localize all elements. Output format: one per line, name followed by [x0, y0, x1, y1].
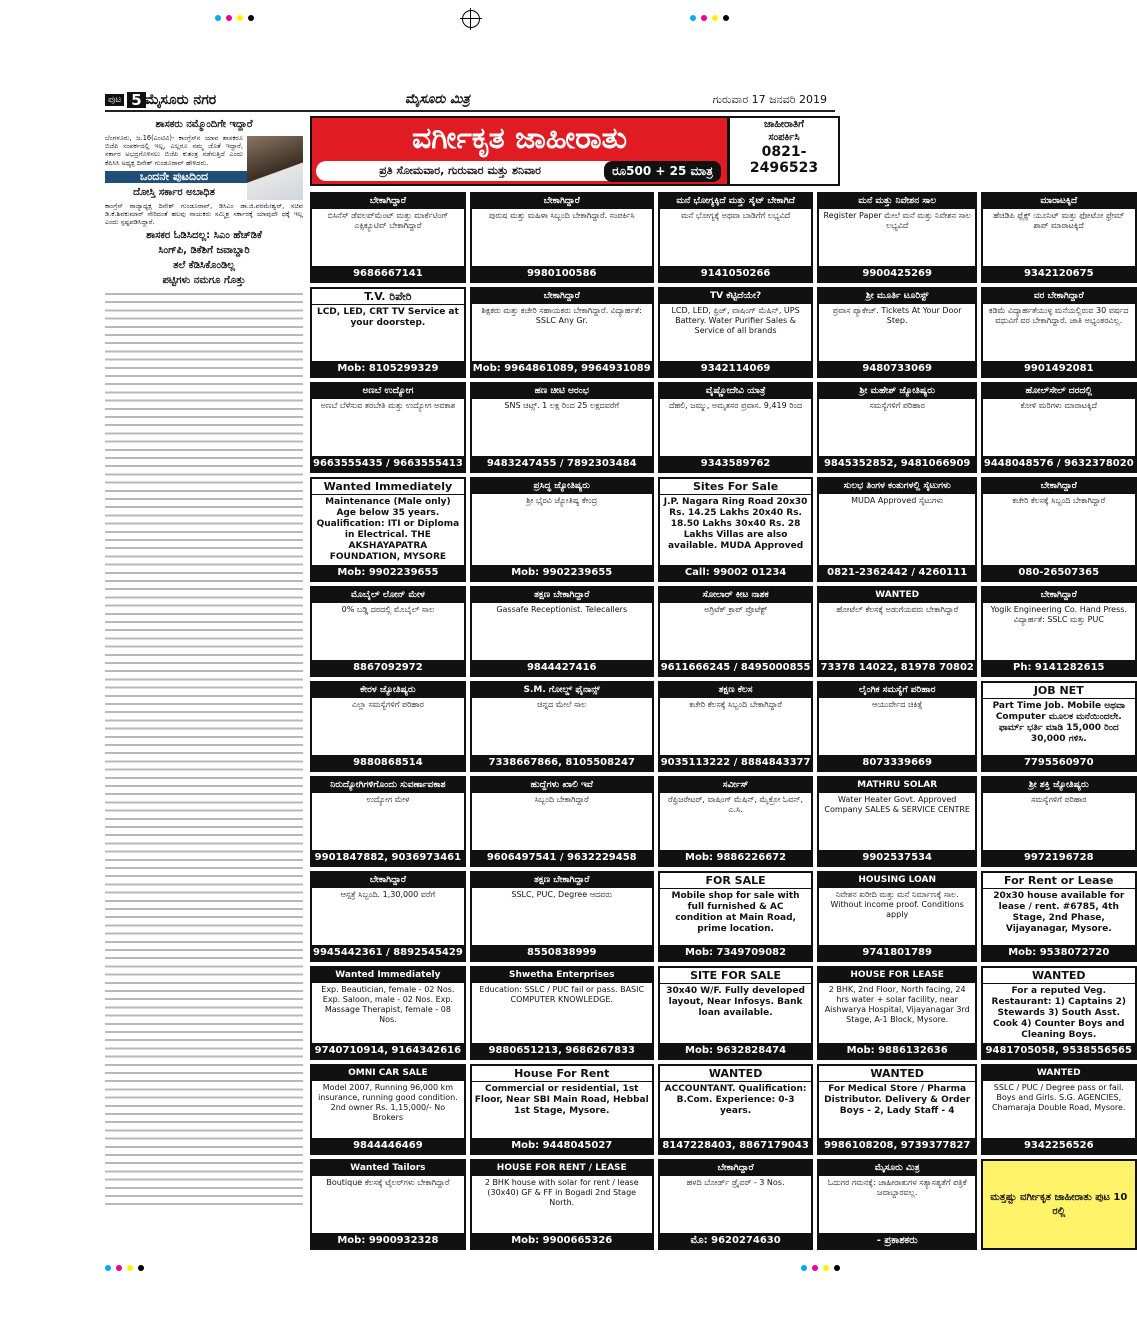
ad-phone: Mob: 9964861089, 9964931089 — [472, 363, 651, 374]
date-line: ಗುರುವಾರ 17 ಜನವರಿ 2019 — [712, 93, 827, 106]
ad-body: ಹೋಟೆಲ್ ಕೆಲಸಕ್ಕೆ ಅಡುಗೆಯವರು ಬೇಕಾಗಿದ್ದಾರೆ — [836, 605, 959, 614]
classified-ad — [817, 681, 976, 772]
classified-ad — [310, 776, 466, 867]
ad-heading: For Rent or Lease — [983, 873, 1135, 889]
ad-body: ಅಗ್ರಿಟೆಕ್ ಕ್ರಾಪ್ ಪ್ರೊಟೆಕ್ಟ್ — [704, 605, 768, 614]
classified-ad — [981, 477, 1137, 582]
ad-body: LCD, LED, CRT TV Service at your doorstep. — [316, 307, 459, 328]
ad-body: For a reputed Veg. Restaurant: 1) Captains 2) Stewards 3) South Asst. Cook 4) Counter Boys and Cleaning Boys. — [991, 986, 1127, 1040]
magenta-dot-icon — [812, 1265, 818, 1271]
banner-strip — [316, 161, 721, 181]
ad-phone: 9980100586 — [472, 266, 652, 281]
ad-heading: ಕೇರಳ ಜ್ಯೋತಿಷ್ಯರು — [312, 683, 464, 698]
ad-body: Boutique ಕೆಲಸಕ್ಕೆ ಟೈಲರ್‌ಗಳು ಬೇಕಾಗಿದ್ದಾರೆ — [326, 1178, 450, 1187]
ad-phone: 9481705058, 9538556565 — [983, 1043, 1135, 1058]
classified-ad — [470, 586, 654, 677]
ad-body: LCD, LED, ಫ್ರಿಜ್, ವಾಷಿಂಗ್ ಮೆಷಿನ್, UPS Battery. Water Purifier Sales & Service of all brands — [671, 306, 800, 335]
page-label: ಪುಟ — [105, 94, 124, 106]
ad-phone: 080-26507365 — [983, 565, 1135, 580]
classified-ad — [658, 477, 814, 582]
ad-phone: 9741801789 — [819, 945, 974, 960]
ad-heading: Wanted Tailors — [312, 1161, 464, 1176]
cyan-dot-icon — [105, 1265, 111, 1271]
ad-heading: ಬೇಕಾಗಿದ್ದಾರೆ — [312, 194, 464, 209]
ad-phone: 7338667866, 8105508247 — [472, 755, 652, 770]
ad-body: ಕಚೇರಿ ಕೆಲಸಕ್ಕೆ ಸಿಬ್ಬಂದಿ ಬೇಕಾಗಿದ್ದಾರೆ — [1012, 496, 1106, 505]
classified-ad — [470, 1159, 654, 1250]
classified-ad — [310, 681, 466, 772]
ad-heading: ಮಾರಾಟಕ್ಕಿದೆ — [983, 194, 1135, 209]
classified-ad — [981, 192, 1137, 283]
ad-body: ಎಲ್ಲಾ ಸಮಸ್ಯೆಗಳಿಗೆ ಪರಿಹಾರ — [351, 700, 424, 709]
classified-ad — [310, 192, 466, 283]
ad-body: ಬಿಸಿನೆಸ್ ಡೆವಲಪ್‌ಮೆಂಟ್ ಮತ್ತು ಮಾರ್ಕೆಟಿಂಗ್ ಎಕ್ಸಿಕ್ಯೂಟಿವ್ ಬೇಕಾಗಿದ್ದಾರೆ — [327, 211, 449, 230]
ad-phone: 9844446469 — [312, 1138, 464, 1153]
ad-phone: 9880868514 — [312, 755, 464, 770]
ad-body: For Medical Store / Pharma Distributor. Delivery & Order Boys - 2, Lady Staff - 4 — [824, 1084, 971, 1116]
ad-phone: 9342114069 — [660, 361, 812, 376]
ad-body: 0% ಬಡ್ಡಿ ದರದಲ್ಲಿ ಮೊಬೈಲ್ ಸಾಲ — [341, 605, 435, 614]
ad-heading: ಸೋಲಾರ್ ಕೀಟ ನಾಶಕ — [660, 588, 812, 603]
contact-line: ಜಾಹೀರಾತಿಗೆ — [764, 119, 804, 130]
headline: ಶಾಸಕರ ಓಡಿಸಿದಲ್ಲ: ಸಿಎಂ ಹೆಚ್‌ಡಿಕೆ — [146, 229, 262, 241]
ad-body: ಆಸ್ಪತ್ರೆ ಸಿಬ್ಬಂದಿ. 1,30,000 ವರೆಗೆ — [340, 890, 436, 899]
ad-body: J.P. Nagara Ring Road 20x30 Rs. 14.25 Lakhs 20x40 Rs. 18.50 Lakhs 30x40 Rs. 28 Lakhs Villas are also available. MUDA Approved — [663, 497, 808, 551]
print-marks — [0, 0, 945, 30]
ad-heading: ಅಣಬೆ ಉದ್ಯೋಗ — [312, 384, 464, 399]
ad-heading: ತಕ್ಷಣ ಬೇಕಾಗಿದ್ದಾರೆ — [472, 873, 652, 888]
ad-heading: ಸುಲಭ ತಿಂಗಳ ಕಂತುಗಳಲ್ಲಿ ಸೈಟುಗಳು — [819, 479, 974, 494]
ad-heading: ತಕ್ಷಣ ಬೇಕಾಗಿದ್ದಾರೆ — [472, 588, 652, 603]
masthead — [105, 92, 835, 112]
classified-ad — [658, 681, 814, 772]
ad-heading: ಲೈಂಗಿಕ ಸಮಸ್ಯೆಗೆ ಪರಿಹಾರ — [819, 683, 974, 698]
ad-body: ಕೋಳಿ ಮರಿಗಳು ಮಾರಾಟಕ್ಕಿದೆ — [1020, 401, 1098, 410]
ad-phone: Mob: 9632828474 — [660, 1043, 812, 1058]
ad-body: ನಿವೇಶನ ಖರೀದಿ ಮತ್ತು ಮನೆ ನಿರ್ಮಾಣಕ್ಕೆ ಸಾಲ. Without income proof. Conditions apply — [830, 890, 964, 919]
yellow-dot-icon — [823, 1265, 829, 1271]
ad-phone: 8867092972 — [312, 660, 464, 675]
yellow-dot-icon — [712, 15, 718, 21]
ad-body: ಕಡಿಮೆ ವಿದ್ಯಾರ್ಹತೆಯುಳ್ಳ ಮನೆಯಲ್ಲಿರುವ 30 ವರ್ಷದ ವಧುವಿಗೆ ವರ ಬೇಕಾಗಿದ್ದಾರೆ. ಜಾತಿ ಅಭ್ಯಂತರವಿಲ್ಲ. — [988, 306, 1129, 325]
ad-phone: Mob: 9900665326 — [472, 1233, 652, 1248]
magenta-dot-icon — [701, 15, 707, 21]
classified-ad — [310, 287, 466, 378]
ad-body: ಚಿನ್ನದ ಮೇಲೆ ಸಾಲ — [537, 700, 587, 709]
classified-ad — [470, 871, 654, 962]
classified-ad — [310, 1064, 466, 1155]
ad-heading: ಬೇಕಾಗಿದ್ದಾರೆ — [660, 1161, 812, 1176]
ad-body: ಓದುಗರ ಗಮನಕ್ಕೆ: ಜಾಹೀರಾತುಗಳ ಸತ್ಯಾಸತ್ಯತೆಗೆ ಪತ್ರಿಕೆ ಜವಾಬ್ದಾರವಲ್ಲ. — [827, 1178, 967, 1197]
ad-phone: Mob: 7349709082 — [660, 945, 812, 960]
headline: ಸಿಂಗ್‌ಪಿ, ಡಿಕೆಶಿಗೆ ಜವಾಬ್ದಾರಿ — [158, 244, 250, 256]
classified-ad — [310, 477, 466, 582]
ad-phone: 9972196728 — [983, 850, 1135, 865]
classified-ad — [470, 382, 654, 473]
ad-phone: Mob: 9900932328 — [312, 1233, 464, 1248]
headline: ಶಾಸಕರು ನಮ್ಮೊಂದಿಗೇ ಇದ್ದಾರೆ — [155, 119, 253, 130]
headline: ಪಟ್ಟಿಗಳು ನಮಗೂ ಗೊತ್ತು — [162, 274, 246, 286]
ad-body: ಪುರುಷ ಮತ್ತು ಮಹಿಳಾ ಸಿಬ್ಬಂದಿ ಬೇಕಾಗಿದ್ದಾರೆ. ಸಂಪರ್ಕಿಸಿ — [488, 211, 635, 220]
page-number-block — [105, 92, 146, 108]
ad-body: 2 BHK house with solar for rent / lease (30x40) GF & FF in Bogadi 2nd Stage North. — [484, 1178, 639, 1207]
ad-body: Exp. Beautician, female - 02 Nos. Exp. Saloon, male - 02 Nos. Exp. Massage Therapist, female - 08 Nos. — [321, 985, 455, 1024]
classified-ad — [658, 586, 814, 677]
contact-phone: 0821-2496523 — [749, 144, 819, 176]
classified-ad — [817, 966, 976, 1060]
ad-body: 30x40 W/F. Fully developed layout, Near Infosys. Bank loan available. — [666, 986, 805, 1018]
cyan-dot-icon — [215, 15, 221, 21]
ad-body: ಆಯುರ್ವೇದ ಚಿಕಿತ್ಸೆ — [871, 700, 923, 709]
classified-ad — [470, 681, 654, 772]
ad-phone: ಮೊ: 9620274630 — [660, 1233, 812, 1248]
ad-phone: 9880651213, 9686267833 — [472, 1043, 652, 1058]
black-dot-icon — [834, 1265, 840, 1271]
ad-phone: - ಪ್ರಕಾಶಕರು — [819, 1233, 974, 1248]
ad-heading: FOR SALE — [660, 873, 812, 889]
ad-heading: Shwetha Enterprises — [472, 968, 652, 983]
color-bar — [215, 15, 254, 21]
ad-body: ಸಮಸ್ಯೆಗಳಿಗೆ ಪರಿಹಾರ — [1031, 795, 1087, 804]
classified-ad — [981, 1159, 1137, 1250]
ad-heading: HOUSE FOR RENT / LEASE — [472, 1161, 652, 1176]
ad-heading: Wanted Immediately — [312, 479, 464, 495]
ad-body: MUDA Approved ಸೈಟುಗಳು — [851, 496, 944, 505]
ad-body: SSLC / PUC / Degree pass or fail. Boys and Girls. S.G. AGENCIES, Chamaraja Double Road, Mysore. — [992, 1083, 1126, 1112]
ad-phone: Mob: 9448045027 — [472, 1138, 652, 1153]
ad-heading: ಪ್ರಸಿದ್ಧ ಜ್ಯೋತಿಷ್ಯರು — [472, 479, 652, 494]
ad-heading: WANTED — [983, 968, 1135, 984]
ad-heading: ಮನೆ ಮತ್ತು ನಿವೇಶನ ಸಾಲ — [819, 194, 974, 209]
ad-body: Yogik Engineering Co. Hand Press. ವಿದ್ಯಾರ್ಹತೆ: SSLC ಮತ್ತು PUC — [990, 605, 1127, 624]
classified-ad — [310, 1159, 466, 1250]
ad-heading: ವೈಷ್ಣೋದೇವಿ ಯಾತ್ರೆ — [660, 384, 812, 399]
article-body: ಕಾಂಗ್ರೆಸ್ ರಾಜ್ಯಾಧ್ಯಕ್ಷ ದಿನೇಶ್ ಗುಂಡೂರಾವ್, ಡಿಸಿಎಂ ಡಾ.ಜಿ.ಪರಮೇಶ್ವರ್, ಸಚಿವ ಡಿ.ಕೆ.ಶಿವಕುಮಾರ್ ಸೇರಿದಂತೆ ಹಲವು ನಾಯಕರು ಸಮ್ಮಿಶ್ರ ಸರ್ಕಾರಕ್ಕೆ ಯಾವುದೇ ಧಕ್ಕೆ ಇಲ್ಲ ಎಂದು ಸ್ಪಷ್ಟಪಡಿಸಿದ್ದಾರೆ. — [105, 202, 303, 227]
classified-ad — [981, 382, 1137, 473]
ad-phone: Mob: 9902239655 — [472, 565, 652, 580]
ad-body: ಸಮಸ್ಯೆಗಳಿಗೆ ಪರಿಹಾರ — [869, 401, 925, 410]
ad-body: ಶ್ರೀ ಭೈರವಿ ಜ್ಯೋತಿಷ್ಯ ಕೇಂದ್ರ — [526, 496, 598, 505]
news-column — [105, 116, 303, 1246]
classified-ad — [470, 287, 654, 378]
ad-body: ಮನೆ ಭೋಗ್ಯಕ್ಕೆ ಅಥವಾ ಬಾಡಿಗೆಗೆ ಲಭ್ಯವಿದೆ — [680, 211, 791, 220]
classified-ad — [658, 1159, 814, 1250]
ad-body: Mobile shop for sale with full furnished & AC condition at Main Road, prime location. — [671, 891, 800, 934]
classified-ad — [658, 192, 814, 283]
classified-ad — [658, 287, 814, 378]
ad-body: ಉದ್ಯೋಗ ಮೇಳ — [366, 795, 410, 804]
ad-phone: 9986108208, 9739377827 — [819, 1138, 974, 1153]
classified-ad — [470, 192, 654, 283]
ad-phone: 9483247455 / 7892303484 — [472, 456, 652, 471]
ad-heading: Sites For Sale — [660, 479, 812, 495]
ad-body: SNS ಚಿಟ್ಸ್. 1 ಲಕ್ಷ ರಿಂದ 25 ಲಕ್ಷದವರೆಗೆ — [504, 401, 620, 410]
ad-phone: 9448048576 / 9632378020 — [983, 458, 1134, 469]
section-title: ಮೈಸೂರು ನಗರ — [145, 92, 217, 108]
ad-phone: Mob: 9886226672 — [660, 850, 812, 865]
ad-body: Model 2007, Running 96,000 km insurance, running good condition. 2nd owner Rs. 1,15,000/- No Brokers — [318, 1083, 458, 1122]
ad-phone: 9480733069 — [819, 361, 974, 376]
classified-ad — [981, 1064, 1137, 1155]
ad-heading: ಹೋಲ್‌ಸೇಲ್ ದರದಲ್ಲಿ — [983, 384, 1135, 399]
ad-body: ಹೆಚಿಡಿಪಿ ಫ್ಲೆಕ್ಸ್ ಯೂನಿಟ್ ಮತ್ತು ಫೋಟೋ ಫ್ರೇಮ್ ಶಾಪ್ ಮಾರಾಟಕ್ಕಿದೆ — [993, 211, 1125, 230]
ad-phone: 9901847882, 9036973461 — [312, 850, 464, 865]
ad-heading: ಶ್ರೀ ಶಕ್ತಿ ಜ್ಯೋತಿಷ್ಯರು — [983, 778, 1135, 793]
black-dot-icon — [138, 1265, 144, 1271]
headline: ತಲೆ ಕೆಡಿಸಿಕೊಂಡಿಲ್ಲ — [173, 259, 235, 271]
classified-ad — [817, 192, 976, 283]
ad-body: Commercial or residential, 1st Floor, Near SBI Main Road, Hebbal 1st Stage, Mysore. — [474, 1084, 649, 1116]
ad-body: Gassafe Receptionist. Telecallers — [496, 605, 628, 614]
classified-ad — [817, 1159, 976, 1250]
ad-body: ಶಿಕ್ಷಕರು ಮತ್ತು ಕಚೇರಿ ಸಹಾಯಕರು ಬೇಕಾಗಿದ್ದಾರೆ. ವಿದ್ಯಾರ್ಹತೆ: SSLC Any Gr. — [481, 306, 642, 325]
classified-ad — [981, 776, 1137, 867]
classified-ad — [817, 1064, 976, 1155]
ad-heading: ಮನೆ ಭೋಗ್ಯಕ್ಕಿದೆ ಮತ್ತು ಸೈಟ್ ಬೇಕಾಗಿದೆ — [660, 194, 812, 209]
classified-ad — [658, 1064, 814, 1155]
ad-heading: ಬೇಕಾಗಿದ್ದಾರೆ — [983, 479, 1135, 494]
ad-phone: 9901492081 — [983, 361, 1135, 376]
classified-ad — [658, 871, 814, 962]
ad-heading: ವರ ಬೇಕಾಗಿದ್ದಾರೆ — [983, 289, 1135, 304]
classified-ad — [981, 287, 1137, 378]
ad-heading: SITE FOR SALE — [660, 968, 812, 984]
ad-heading: ನಿರುದ್ಯೋಗಿಗಳಿಗೊಂದು ಸುವರ್ಣಾವಕಾಶ — [312, 778, 464, 793]
ad-heading: Wanted Immediately — [312, 968, 464, 983]
ad-heading: T.V. ರಿಪೇರಿ — [312, 289, 464, 305]
ad-body: ಕಚೇರಿ ಕೆಲಸಕ್ಕೆ ಸಿಬ್ಬಂದಿ ಬೇಕಾಗಿದ್ದಾರೆ — [689, 700, 782, 709]
classified-ad — [817, 477, 976, 582]
ad-heading: ಸರ್ವೀಸ್ — [660, 778, 812, 793]
color-bar — [801, 1265, 840, 1271]
ad-heading: ಬೇಕಾಗಿದ್ದಾರೆ — [312, 873, 464, 888]
ad-phone: 7795560970 — [983, 755, 1135, 770]
ad-phone: 73378 14022, 81978 70802 — [820, 662, 974, 673]
ad-body: ಅಣಬೆ ಬೆಳೆಸುವ ತರಬೇತಿ ಮತ್ತು ಉದ್ಯೋಗ ಅವಕಾಶ — [320, 401, 456, 410]
ad-phone: 9902537534 — [819, 850, 974, 865]
banner-title: ವರ್ಗೀಕೃತ ಜಾಹೀರಾತು — [411, 121, 628, 156]
classified-ad — [310, 871, 466, 962]
ad-phone: 9611666245 / 8495000855 — [660, 662, 811, 673]
ad-body: SSLC, PUC, Degree ಆದವರು — [511, 890, 613, 899]
ad-phone: Ph: 9141282615 — [983, 660, 1135, 675]
classified-ad — [981, 871, 1137, 962]
classified-ad — [658, 966, 814, 1060]
ad-phone: 8147228403, 8867179043 — [660, 1138, 812, 1153]
ad-phone: Mob: 9902239655 — [312, 565, 464, 580]
banner-contact — [728, 116, 840, 186]
classified-ad — [981, 681, 1137, 772]
ad-phone: Mob: 9538072720 — [983, 945, 1135, 960]
ad-heading: ಬೇಕಾಗಿದ್ದಾರೆ — [983, 588, 1135, 603]
contact-line: ಸಂಪರ್ಕಿಸಿ — [768, 132, 800, 143]
ad-phone: 8550838999 — [472, 945, 652, 960]
paper-name: ಮೈಸೂರು ಮಿತ್ರ — [405, 92, 470, 107]
page-number: 5 — [127, 92, 145, 108]
magenta-dot-icon — [226, 15, 232, 21]
continued-from-front-banner: ಒಂದನೇ ಪುಟದಿಂದ — [105, 171, 303, 183]
ad-phone: Call: 99002 01234 — [660, 565, 812, 580]
ad-heading: ಮೊಬೈಲ್ ಲೋನ್ ಮೇಳ — [312, 588, 464, 603]
publishing-days: ಪ್ರತಿ ಸೋಮವಾರ, ಗುರುವಾರ ಮತ್ತು ಶನಿವಾರ — [379, 164, 541, 177]
black-dot-icon — [248, 15, 254, 21]
ad-heading: TV ಕೆಟ್ಟಿದೆಯೇ? — [660, 289, 812, 304]
ad-body: Maintenance (Male only) Age below 35 years. Qualification: ITI or Diploma in Electrical. THE AKSHAYAPATRA FOUNDATION, MYSORE — [316, 497, 460, 562]
ad-phone: 0821-2362442 / 4260111 — [819, 565, 974, 580]
ad-heading: WANTED — [819, 588, 974, 603]
ad-price: ರೂ500 + 25 ಮಾತ್ರ — [604, 161, 721, 182]
ad-heading: OMNI CAR SALE — [312, 1066, 464, 1081]
ad-phone: 9663555435 / 9663555413 — [313, 458, 463, 469]
classified-ad — [817, 586, 976, 677]
ad-heading: WANTED — [983, 1066, 1135, 1081]
ad-heading: House For Rent — [472, 1066, 652, 1082]
ad-heading: HOUSING LOAN — [819, 873, 974, 888]
headline: ದೋಸ್ತಿ ಸರ್ಕಾರ ಅಬಾಧಿತ — [133, 187, 215, 199]
classified-ad — [981, 586, 1137, 677]
ad-phone: 9686667141 — [312, 266, 464, 281]
ad-heading: JOB NET — [983, 683, 1135, 699]
ad-phone: 9900425269 — [819, 266, 974, 281]
ad-phone: 9141050266 — [660, 266, 812, 281]
yellow-dot-icon — [237, 15, 243, 21]
classified-ad — [817, 776, 976, 867]
ad-body: ಮತ್ತಷ್ಟು ವರ್ಗೀಕೃತ ಜಾಹೀರಾತು ಪುಟ 10 ರಲ್ಲಿ — [990, 1191, 1128, 1217]
classified-ad — [310, 966, 466, 1060]
ad-body: ಸಿಬ್ಬಂದಿ ಬೇಕಾಗಿದ್ದಾರೆ — [534, 795, 589, 804]
ad-phone: 9845352852, 9481066909 — [819, 456, 974, 471]
classified-ad — [470, 966, 654, 1060]
classified-ad — [310, 382, 466, 473]
magenta-dot-icon — [116, 1265, 122, 1271]
ad-body: ದೆಹಲಿ, ಜಮ್ಮು, ಅಮೃತಸರ ಪ್ರವಾಸ. 9,419 ರಿಂದ — [669, 401, 803, 410]
ad-heading: ಹಣ ಚೀಟಿ ಆರಂಭ — [472, 384, 652, 399]
classified-ad — [470, 776, 654, 867]
ad-body: 2 BHK, 2nd Floor, North facing, 24 hrs water + solar facility, near Aishwarya Hospital, Vijayanagar 3rd Stage, A-1 Block, Mysore. — [824, 985, 970, 1024]
color-bar — [105, 1265, 144, 1271]
ad-phone: 9844427416 — [472, 660, 652, 675]
ad-phone: 9606497541 / 9632229458 — [472, 850, 652, 865]
ad-body: ಪ್ರವಾಸ ಪ್ಯಾಕೇಜ್. Tickets At Your Door Step. — [832, 306, 962, 325]
article-lead: ಬೆಂಗಳೂರು, ಜ.16(ಎಂಟಿವಿ)- ಕಾಂಗ್ರೆಸ್‌ನ ಯಾವ ಶಾಸಕರೂ ಬಿಜೆಪಿ ಸಂಪರ್ಕದಲ್ಲಿ ಇಲ್ಲ, ಎಲ್ಲರೂ ನಮ್ಮ ಜೊತೆ ಇದ್ದಾರೆ, ಸರ್ಕಾರ ಅಭದ್ರಗೊಳಿಸಲು ಬಿಜೆಪಿ ಕುತಂತ್ರ ನಡೆಸುತ್ತಿದೆ ಎಂದು ಕೆಪಿಸಿಸಿ ಅಧ್ಯಕ್ಷ ದಿನೇಶ್ ಗುಂಡೂರಾವ್ ಹೇಳಿದರು. — [105, 134, 243, 167]
yellow-dot-icon — [127, 1265, 133, 1271]
ad-body: ACCOUNTANT. Qualification: B.Com. Experience: 0-3 years. — [664, 1084, 807, 1116]
ad-heading: ಬೇಕಾಗಿದ್ದಾರೆ — [472, 289, 652, 304]
classified-ad — [470, 477, 654, 582]
ad-heading: ಶ್ರೀ ಮೂರ್ತಿ ಟೂರಿಸ್ಟ್ — [819, 289, 974, 304]
footer-marks — [105, 1262, 840, 1274]
ad-heading: ಶ್ರೀ ಮಹೇಶ್ ಜ್ಯೋತಿಷ್ಯರು — [819, 384, 974, 399]
article-text-lines — [105, 290, 303, 1210]
ad-heading: WANTED — [819, 1066, 974, 1082]
classifieds-banner — [310, 116, 840, 186]
classified-ad — [658, 382, 814, 473]
classified-ad — [658, 776, 814, 867]
ad-body: Education: SSLC / PUC fail or pass. BASIC COMPUTER KNOWLEDGE. — [479, 985, 645, 1004]
ad-body: Part Time Job. Mobile ಅಥವಾ Computer ಮೂಲಕ ಮನೆಯಿಂದಲೇ. ಫಾರ್ಮ್ ಭರ್ತಿ ಮಾಡಿ 15,000 ರಿಂದ 30,000 ಗಳಿಸಿ. — [992, 701, 1125, 744]
ad-phone: 9342120675 — [983, 266, 1135, 281]
banner-main — [310, 116, 729, 186]
classified-ad — [817, 871, 976, 962]
classified-ad — [817, 382, 976, 473]
ad-phone: Mob: 9886132636 — [819, 1043, 974, 1058]
ad-heading: WANTED — [660, 1066, 812, 1082]
ad-phone: 8073339669 — [819, 755, 974, 770]
ad-heading: ಹುದ್ದೆಗಳು ಖಾಲಿ ಇವೆ — [472, 778, 652, 793]
ad-heading: MATHRU SOLAR — [819, 778, 974, 793]
cyan-dot-icon — [690, 15, 696, 21]
ad-heading: S.M. ಗೋಲ್ಡ್ ಫೈನಾನ್ಸ್ — [472, 683, 652, 698]
ad-phone: 9342256526 — [983, 1138, 1135, 1153]
ad-heading: ಮೈಸೂರು ಮಿತ್ರ — [819, 1161, 974, 1176]
ad-heading: ಬೇಕಾಗಿದ್ದಾರೆ — [472, 194, 652, 209]
ad-body: Register Paper ಮೇಲೆ ಮನೆ ಮತ್ತು ನಿವೇಶನ ಸಾಲ ಲಭ್ಯವಿದೆ — [823, 211, 971, 230]
color-bar — [690, 15, 729, 21]
ad-heading: ತಕ್ಷಣ ಕೆಲಸ — [660, 683, 812, 698]
cyan-dot-icon — [801, 1265, 807, 1271]
classified-ad — [310, 586, 466, 677]
ad-phone: 9945442361 / 8892545429 — [313, 947, 463, 958]
ad-phone: Mob: 8105299329 — [312, 361, 464, 376]
classified-ad — [981, 966, 1137, 1060]
black-dot-icon — [723, 15, 729, 21]
ad-phone: 9740710914, 9164342616 — [312, 1043, 464, 1058]
ad-body: 20x30 house available for lease / rent. #6785, 4th Stage, 2nd Phase, Vijayanagar, Mysore. — [993, 891, 1125, 934]
ad-body: Water Heater Govt. Approved Company SALES & SERVICE CENTRE — [824, 795, 970, 814]
politician-photo — [247, 136, 303, 200]
classified-ad — [470, 1064, 654, 1155]
ad-phone: 9035113222 / 8884843377 — [660, 757, 811, 768]
ad-body: ಹಳದಿ ಬೋರ್ಡ್ ಡ್ರೈವರ್ - 3 Nos. — [686, 1178, 785, 1187]
ad-heading: HOUSE FOR LEASE — [819, 968, 974, 983]
ad-phone: 9343589762 — [660, 456, 812, 471]
classified-ads-grid — [310, 192, 1134, 1250]
classified-ad — [817, 287, 976, 378]
registration-mark-icon — [462, 10, 480, 28]
ad-body: ರೆಫ್ರಿಜರೇಟರ್, ವಾಷಿಂಗ್ ಮೆಷಿನ್, ಮೈಕ್ರೋ ಓವನ್, ಎ.ಸಿ. — [668, 795, 804, 814]
